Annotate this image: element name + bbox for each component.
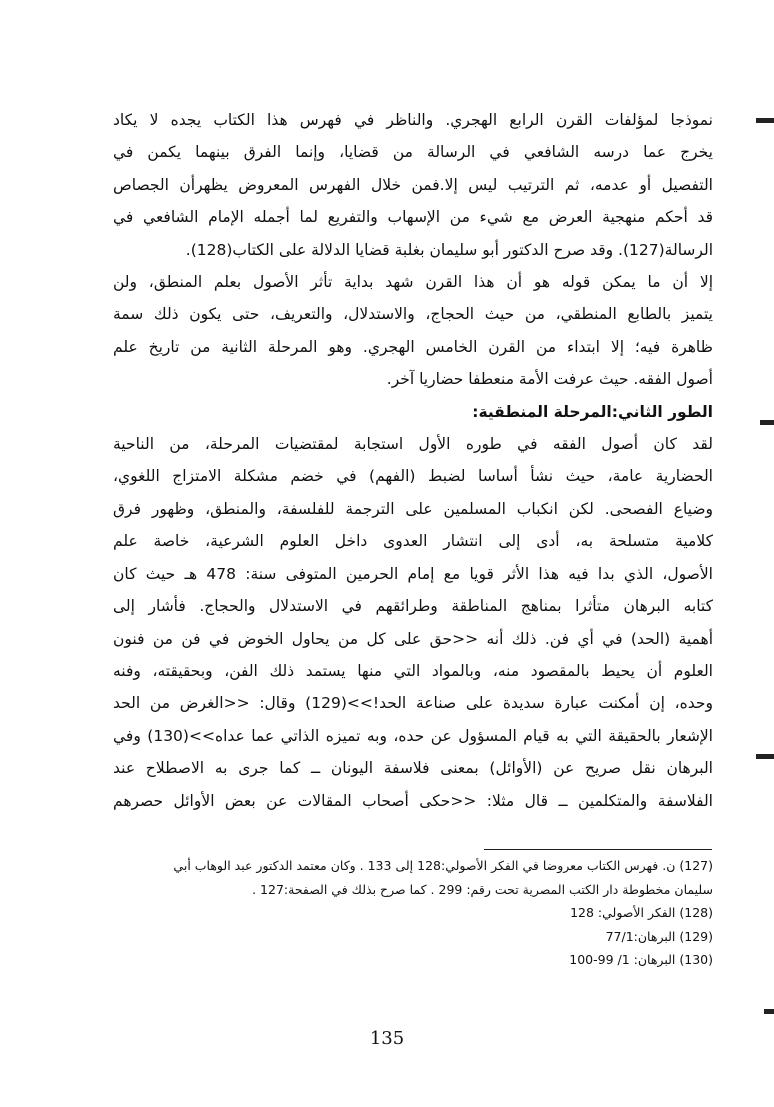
footnote-line: سليمان مخطوطة دار الكتب المصرية تحت رقم: 299 . كما صرح بذلك في الصفحة:127 . bbox=[252, 881, 713, 897]
body-line: الإشعار بالحقيقة التي به قيام المسؤول عن حده، وبه تميزه الذاتي عما عداه>>(130) وفي bbox=[113, 726, 713, 745]
body-line: قد أحكم منهجية العرض مع شيء من الإسهاب والتفريع لما أجمله الإمام الشافعي في bbox=[113, 208, 713, 227]
body-line: نموذجا لمؤلفات القرن الرابع الهجري. والناظر في فهرس هذا الكتاب يجده لا يكاد bbox=[113, 111, 713, 129]
body-line: وضياع الفصحى. لكن انكباب المسلمين على الترجمة للفلسفة، والمنطق، وظهور فرق bbox=[113, 499, 713, 518]
body-line: يخرج عما درسه الشافعي في الرسالة من قضايا، وإنما الفرق بينهما يكمن في bbox=[113, 143, 713, 162]
body-line: الأصول، الذي بدا فيه هذا الأثر قويا مع إمام الحرمين المتوفى سنة: 478 هـ حيث كان bbox=[113, 564, 713, 583]
body-line: كلامية متسلحة به، أدى إلى انتشار العدوى داخل العلوم الشرعية، خاصة علم bbox=[113, 532, 713, 551]
body-line: يتميز بالطابع المنطقي، من حيث الحجاج، والاستدلال، والتعريف، حتى يكون ذلك سمة bbox=[113, 305, 713, 324]
body-line: الحضارية عامة، حيث نشأ أساسا لضبط (الفهم) في خضم مشكلة الامتزاج اللغوي، bbox=[113, 467, 713, 486]
footnote-line: (127) ن. فهرس الكتاب معروضا في الفكر الأصولي:128 إلى 133 . وكان معتمد الدكتور عبد الوهاب أبي bbox=[173, 858, 713, 873]
body-line: الرسالة(127). وقد صرح الدكتور أبو سليمان بغلبة قضايا الدلالة على الكتاب(128). bbox=[185, 240, 713, 259]
body-line: كتابه البرهان متأثرا بمناهج المناطقة وطرائقهم في الاستدلال والحجاج. فأشار إلى bbox=[113, 597, 713, 616]
body-line: العلوم أن يحيط بالمقصود منه، وبالمواد التي منها يستمد ذلك الفن، وبحقيقته، وفنه bbox=[113, 661, 713, 680]
body-line: وحده، إن أمكنت عبارة سديدة على صناعة الحد!>>(129) وقال: <<الغرض من الحد bbox=[113, 694, 713, 713]
margin-mark bbox=[756, 118, 774, 123]
footnote-divider bbox=[484, 849, 712, 850]
margin-mark bbox=[764, 1009, 774, 1014]
body-line: لقد كان أصول الفقه في طوره الأول استجابة لمقتضيات المرحلة، من الناحية bbox=[113, 435, 713, 454]
footnote-line: (130) البرهان: 1/ 99-100 bbox=[569, 952, 713, 967]
page-number: 135 bbox=[369, 1028, 405, 1049]
body-line: أهمية (الحد) في أي فن. ذلك أنه <<حق على كل من يحاول الخوض في فن من فنون bbox=[113, 629, 713, 648]
body-text bbox=[113, 104, 713, 817]
body-line: البرهان نقل صريح عن (الأوائل) بمعنى فلاسفة اليونان ــ كما جرى به الاصطلاح عند bbox=[113, 759, 713, 778]
body-line: ظاهرة فيه؛ إلا ابتداء من القرن الخامس الهجري. وهو المرحلة الثانية من تاريخ علم bbox=[113, 337, 713, 356]
body-line: الفلاسفة والمتكلمين ــ قال مثلا: <<حكى أصحاب المقالات عن بعض الأوائل حصرهم bbox=[113, 791, 713, 810]
footnote-line: (129) البرهان:77/1 bbox=[605, 928, 713, 944]
footnotes bbox=[113, 854, 713, 972]
body-line: التفصيل أو عدمه، ثم الترتيب ليس إلا.فمن خلال الفهرس المعروض يظهرأن الجصاص bbox=[113, 175, 713, 194]
footnote-line: (128) الفكر الأصولي: 128 bbox=[570, 905, 713, 920]
body-line: أصول الفقه. حيث عرفت الأمة منعطفا حضاريا آخر. bbox=[386, 370, 713, 389]
body-line: إلا أن ما يمكن قوله هو أن هذا القرن شهد بداية تأثر الأصول بعلم المنطق، ولن bbox=[113, 273, 713, 292]
section-heading: الطور الثاني:المرحلة المنطقية: bbox=[472, 402, 713, 421]
margin-mark bbox=[756, 754, 774, 759]
margin-mark bbox=[760, 420, 774, 425]
